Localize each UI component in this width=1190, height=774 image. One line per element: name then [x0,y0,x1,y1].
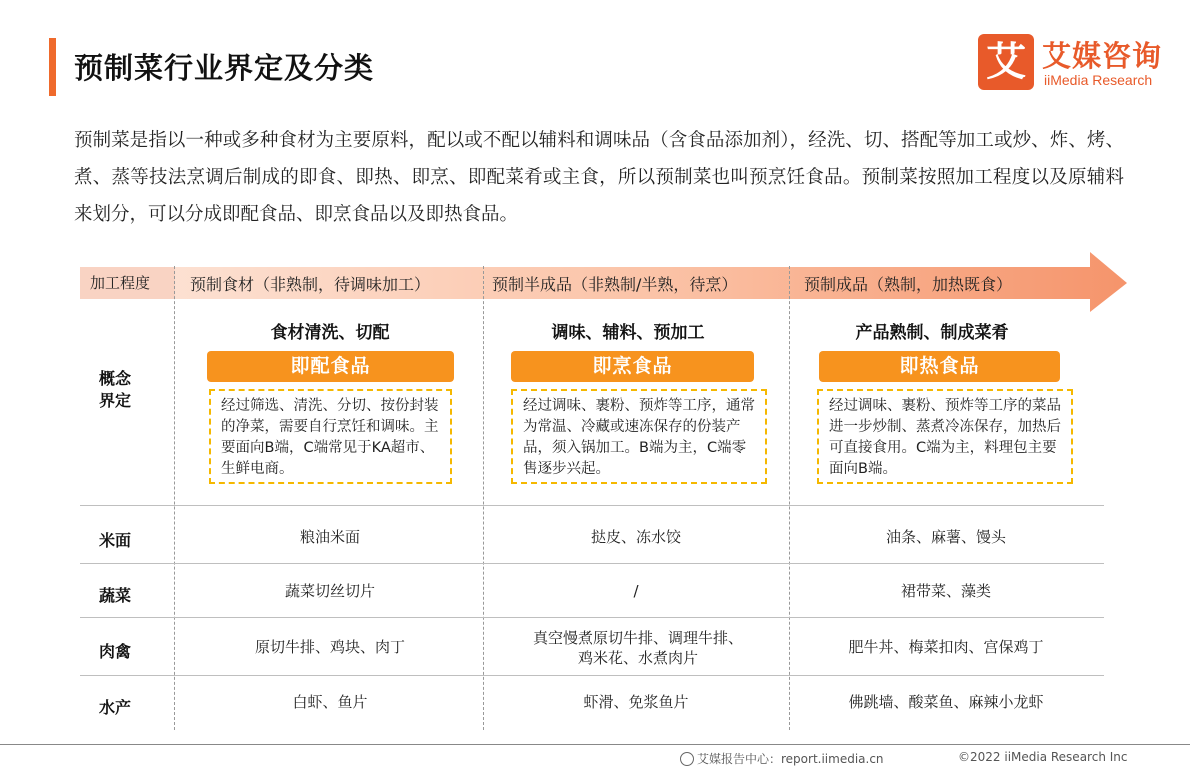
stage-header-2: 预制半成品（非熟制/半熟，待烹） [492,275,738,294]
title-accent-bar [49,38,56,96]
globe-icon [680,752,694,766]
row-label-meat-poultry: 肉禽 [98,642,131,661]
definition-box-2: 经过调味、裹粉、预炸等工序，通常为常温、冷藏或速冻保存的份装产品，须入锅加工。B端为主，C端零售逐步兴起。 [511,389,767,484]
table-cell: 粮油米面 [299,528,360,546]
table-cell: 蔬菜切丝切片 [284,582,375,600]
row-divider [80,505,1104,506]
table-cell: 油条、麻薯、馒头 [885,528,1006,546]
process-desc-3: 产品熟制、制成菜肴 [855,323,1009,343]
concept-row-label: 概念 界定 [98,369,131,410]
table-cell: 白虾、鱼片 [292,693,368,711]
process-desc-1: 食材清洗、切配 [270,323,390,343]
definition-box-1: 经过筛选、清洗、分切、按份封装的净菜，需要自行烹饪和调味。主要面向B端，C端常见于KA超市、生鲜电商。 [209,389,452,484]
row-label-vegetable: 蔬菜 [98,586,131,605]
table-cell: 肥牛丼、梅菜扣肉、宫保鸡丁 [848,638,1044,656]
iimedia-logo [978,34,1178,94]
footer-source-text: 艾媒报告中心：report.iimedia.cn [697,752,884,766]
process-level-label: 加工程度 [90,274,151,292]
footer-divider [0,744,1190,745]
column-divider [174,266,175,730]
definition-box-3: 经过调味、裹粉、预炸等工序的菜品进一步炒制、蒸煮冷冻保存，加热后可直接食用。C端为主，料理包主要面向B端。 [817,389,1073,484]
table-cell: 真空慢煮原切牛排、调理牛排、鸡米花、水煮肉片 [532,629,743,667]
table-cell: 佛跳墙、酸菜鱼、麻辣小龙虾 [848,693,1044,711]
footer-copyright: ©2022 iiMedia Research Inc [958,750,1128,764]
stage-header-3: 预制成品（熟制，加热既食） [804,275,1013,294]
logo-cn-text: 艾媒咨询 [1042,39,1163,73]
footer-source [680,750,884,767]
row-label-aquatic: 水产 [98,698,131,717]
table-cell: 裙带菜、藻类 [900,582,991,600]
row-divider [80,563,1104,564]
category-pill-ready-to-heat: 即热食品 [819,351,1060,382]
process-desc-2: 调味、辅料、预加工 [551,323,705,343]
row-divider [80,675,1104,676]
logo-mark-icon: 艾 [978,34,1034,90]
table-cell: 虾滑、免浆鱼片 [583,693,689,711]
row-divider [80,617,1104,618]
page-title: 预制菜行业界定及分类 [74,51,375,85]
category-pill-ready-to-heat-cook: 即烹食品 [511,351,754,382]
table-cell: 挞皮、冻水饺 [590,528,681,546]
intro-paragraph: 预制菜是指以一种或多种食材为主要原料，配以或不配以辅料和调味品（含食品添加剂），经洗、切、搭配等加工或炒、炸、烤、煮、蒸等技法烹调后制成的即食、即热、即烹、即配菜肴或主食，所以预制菜也叫预烹饪食品。预制菜按照加工程度以及原辅料来划分，可以分成即配食品、即烹食品以及即热食品。 [74,130,1124,225]
table-cell: / [633,582,639,600]
stage-header-1: 预制食材（非熟制，待调味加工） [190,275,431,294]
category-pill-ready-to-cook: 即配食品 [207,351,454,382]
table-cell: 原切牛排、鸡块、肉丁 [254,638,405,656]
row-label-rice-noodle: 米面 [98,531,131,550]
logo-en-text: iiMedia Research [1044,72,1153,88]
